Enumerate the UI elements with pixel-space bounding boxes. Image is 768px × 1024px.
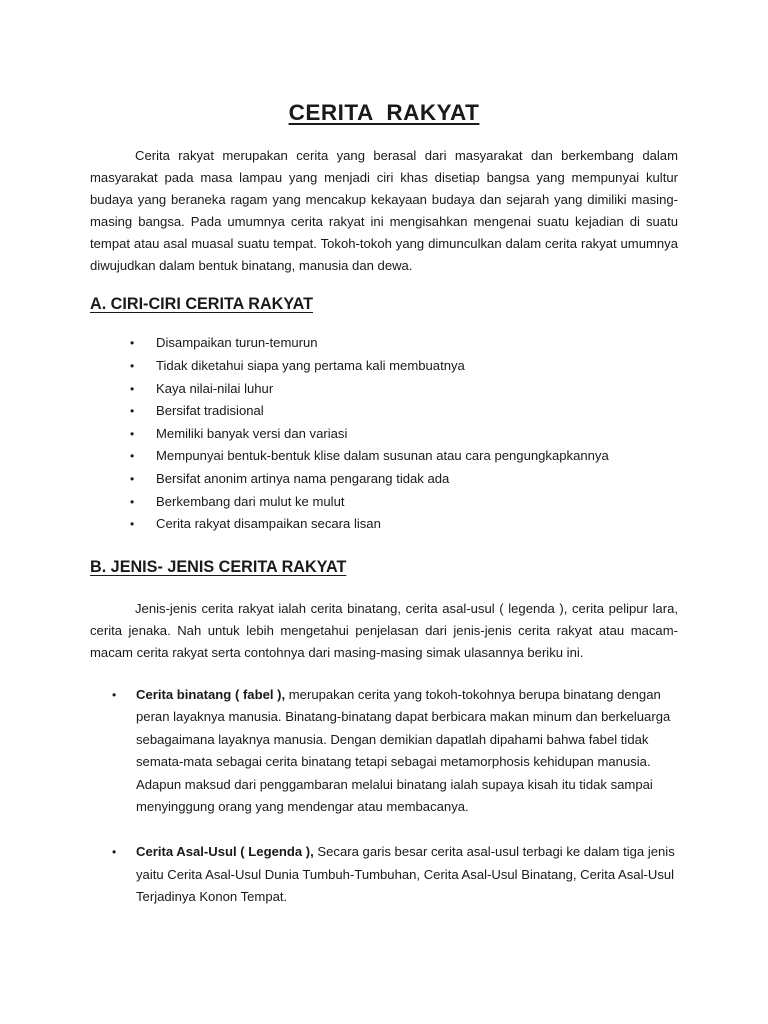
list-item-text: Berkembang dari mulut ke mulut xyxy=(156,493,345,509)
list-item xyxy=(130,400,678,423)
list-item xyxy=(130,445,678,468)
list-item-text: Mempunyai bentuk-bentuk klise dalam susunan atau cara pengungkapkannya xyxy=(156,448,609,464)
list-item xyxy=(130,355,678,378)
list-item xyxy=(112,684,678,820)
bullet-icon: • xyxy=(130,336,135,351)
bullet-icon: • xyxy=(130,494,135,509)
type-term: Cerita Asal-Usul ( Legenda ), xyxy=(136,844,314,860)
list-item-text: Bersifat anonim artinya nama pengarang tidak ada xyxy=(156,471,450,486)
list-item xyxy=(130,332,678,355)
list-item-text: Tidak diketahui siapa yang pertama kali membuatnya xyxy=(156,358,465,374)
list-item xyxy=(130,378,678,401)
bullet-icon: • xyxy=(130,472,135,486)
list-item-text: Disampaikan turun-temurun xyxy=(156,335,318,351)
intro-paragraph: Cerita rakyat merupakan cerita yang berasal dari masyarakat dan berkembang dalam masyarakat pada masa lampau yang menjadi ciri khas disetiap bangsa yang mempunyai kultur budaya yang beraneka ragam yang mencakup kekayaan budaya dan sejarah yang dimiliki masing-masing bangsa. Pada umumnya cerita rakyat ini mengisahkan mengenai suatu kejadian di suatu tempat atau asal muasal suatu tempat. Tokoh-tokoh yang dimunculkan dalam cerita rakyat umumnya diwujudkan dalam bentuk binatang, manusia dan dewa. xyxy=(90,148,678,273)
bullet-icon: • xyxy=(130,381,135,396)
list-item xyxy=(112,841,678,909)
list-item-text: Memiliki banyak versi dan variasi xyxy=(156,425,348,441)
bullet-icon: • xyxy=(130,449,135,464)
section-b-heading: B. JENIS- JENIS CERITA RAKYAT xyxy=(90,557,347,576)
traits-list xyxy=(130,332,678,535)
document-page xyxy=(90,96,678,909)
document-title: CERITA RAKYAT xyxy=(288,100,480,125)
section-a-heading: A. CIRI-CIRI CERITA RAKYAT xyxy=(90,295,314,314)
list-item xyxy=(130,423,678,446)
list-item xyxy=(130,468,678,491)
types-list xyxy=(112,684,678,909)
list-item-text: Bersifat tradisional xyxy=(156,403,264,419)
list-item-text: Cerita rakyat disampaikan secara lisan xyxy=(156,516,381,532)
bullet-icon: • xyxy=(130,404,135,419)
bullet-icon: • xyxy=(112,845,117,860)
list-item xyxy=(130,513,678,536)
bullet-icon: • xyxy=(130,426,135,441)
type-term: Cerita binatang ( fabel ), xyxy=(136,686,286,702)
type-description: merupakan cerita yang tokoh-tokohnya berupa binatang dengan peran layaknya manusia. Binatang-binatang dapat berbicara makan minum dan berkeluarga sebagaimana layaknya manusia. Dengan demikian dapatlah dipahami bahwa fabel tidak semata-mata sebagai cerita binatang tetapi sebagai metamorphosis kehidupan manusia. Adapun maksud dari penggambaran melalui binatang ialah supaya kisah itu tidak sampai menyinggung orang yang mendengar atau membacanya. xyxy=(136,686,671,815)
bullet-icon: • xyxy=(130,517,135,532)
jenis-intro-paragraph: Jenis-jenis cerita rakyat ialah cerita binatang, cerita asal-usul ( legenda ), cerita pelipur lara, cerita jenaka. Nah untuk lebih mengetahui penjelasan dari jenis-jenis cerita rakyat atau macam-macam cerita rakyat serta contohnya dari masing-masing simak ulasannya beriku ini. xyxy=(90,600,678,660)
bullet-icon: • xyxy=(112,687,117,702)
list-item-text: Kaya nilai-nilai luhur xyxy=(156,380,274,396)
list-item xyxy=(130,491,678,514)
bullet-icon: • xyxy=(130,359,135,374)
type-description: Secara garis besar cerita asal-usul terbagi ke dalam tiga jenis yaitu Cerita Asal-Usul Dunia Tumbuh-Tumbuhan, Cerita Asal-Usul Binatang, Cerita Asal-Usul Terjadinya Konon Tempat. xyxy=(136,844,675,905)
